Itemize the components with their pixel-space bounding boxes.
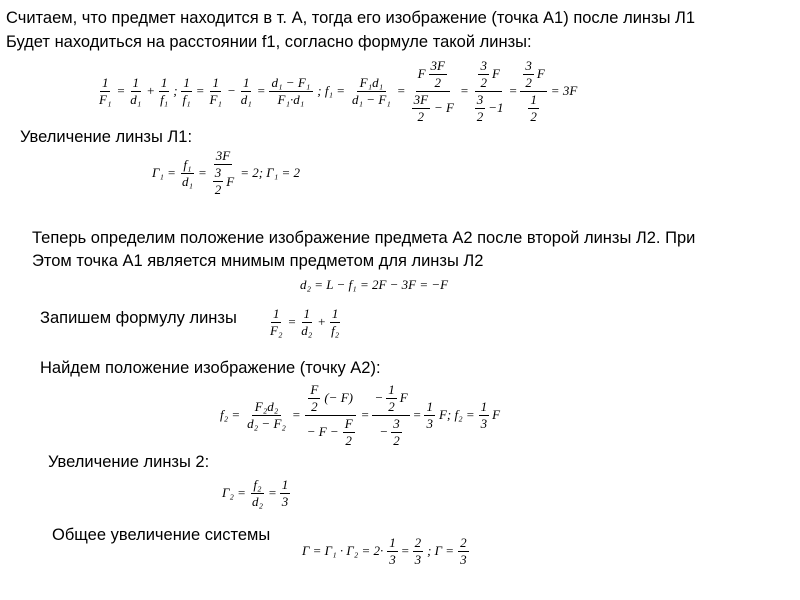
denominator bbox=[478, 75, 489, 91]
formula-term: 1 bbox=[426, 398, 433, 414]
numerator bbox=[478, 58, 489, 75]
denominator bbox=[433, 75, 444, 91]
formula-term: = bbox=[360, 407, 370, 422]
numerator bbox=[181, 75, 192, 92]
formula-term: 2 bbox=[525, 74, 532, 90]
formula-term: 2 bbox=[460, 534, 467, 550]
denominator bbox=[207, 92, 223, 108]
formula-term: 1 bbox=[212, 74, 219, 90]
formula-term: f₂ bbox=[331, 322, 340, 338]
formula-term: F₁·d₁ bbox=[277, 91, 305, 107]
formula-term: Γ₁ = bbox=[152, 165, 176, 180]
formula-term: = bbox=[287, 314, 297, 329]
formula-term: d₁ − F₁ bbox=[352, 91, 391, 107]
formula-term: + bbox=[146, 83, 156, 98]
formula-term: 1 bbox=[530, 91, 537, 107]
fraction bbox=[479, 399, 490, 432]
numerator bbox=[214, 148, 232, 165]
fraction bbox=[413, 535, 424, 568]
formula-term: 3 bbox=[414, 551, 422, 567]
formula-term: F₂ bbox=[270, 322, 283, 338]
denominator bbox=[239, 92, 254, 108]
formula-term: F bbox=[399, 390, 408, 405]
text-line-4: Этом точка А1 является мнимым предметом для линзы Л2 bbox=[32, 252, 484, 270]
formula-term: − bbox=[226, 83, 236, 98]
formula-term: 1 bbox=[242, 74, 250, 90]
formula-term: 3F bbox=[430, 57, 445, 73]
numerator bbox=[416, 58, 450, 92]
numerator bbox=[251, 477, 263, 494]
numerator bbox=[308, 382, 320, 399]
denominator bbox=[386, 399, 397, 415]
denominator bbox=[523, 75, 534, 91]
formula-f2 bbox=[218, 382, 501, 448]
formula-term: 1 bbox=[388, 381, 395, 397]
fraction bbox=[475, 92, 486, 125]
numerator bbox=[181, 157, 193, 174]
formula-term: d₂ = L − f₁ = 2F − 3F = −F bbox=[300, 277, 449, 292]
denominator bbox=[309, 399, 320, 415]
denominator bbox=[97, 92, 113, 108]
formula-term: d₁ − F₁ bbox=[271, 74, 311, 90]
denominator bbox=[181, 92, 193, 108]
denominator bbox=[250, 494, 265, 510]
fraction bbox=[250, 477, 265, 510]
formula-term: f₁ bbox=[182, 91, 191, 107]
formula-f1 bbox=[95, 57, 579, 124]
formula-term: 1 bbox=[303, 305, 311, 321]
formula-term: 3 bbox=[480, 415, 488, 431]
denominator bbox=[387, 552, 398, 568]
formula-term: d₂ − F₂ bbox=[247, 415, 286, 431]
denominator bbox=[158, 92, 170, 108]
numerator bbox=[210, 75, 221, 92]
fraction bbox=[409, 58, 457, 125]
formula-term: F bbox=[492, 407, 501, 422]
formula-term: F bbox=[536, 66, 545, 81]
numerator bbox=[412, 92, 430, 109]
numerator bbox=[302, 306, 313, 323]
formula-term: 1 bbox=[101, 74, 109, 90]
fraction bbox=[372, 382, 409, 449]
lens-formula-label: Запишем формулу линзы bbox=[40, 309, 237, 327]
formula-term: 2 bbox=[393, 432, 400, 448]
formula-term: f₁ bbox=[160, 91, 169, 107]
fraction bbox=[391, 416, 402, 449]
fraction bbox=[158, 75, 170, 108]
formula-term: 2 bbox=[345, 432, 352, 448]
formula-term: 2 bbox=[214, 182, 222, 197]
formula-term: − bbox=[374, 390, 384, 405]
formula-gamma2 bbox=[220, 474, 292, 512]
formula-term: 3F bbox=[413, 91, 429, 107]
formula-term: F₁ bbox=[99, 91, 112, 107]
numerator bbox=[131, 75, 142, 92]
numerator bbox=[391, 416, 402, 433]
formula-term: d₁ bbox=[240, 91, 252, 107]
formula-term: − F − bbox=[306, 424, 339, 439]
numerator bbox=[241, 75, 252, 92]
numerator bbox=[520, 58, 546, 92]
numerator bbox=[458, 535, 469, 552]
formula-term: ; f₁ = bbox=[317, 83, 346, 98]
formula-term: F bbox=[226, 173, 235, 189]
formula-term: 3 bbox=[426, 415, 433, 431]
formula-term: (− F) bbox=[324, 390, 353, 405]
formula-term: 3 bbox=[525, 57, 532, 73]
numerator bbox=[100, 75, 111, 92]
formula-term: = bbox=[195, 83, 205, 98]
formula-term: 1 bbox=[389, 534, 396, 550]
denominator bbox=[391, 433, 402, 449]
formula-term: f₁ bbox=[183, 156, 192, 172]
formula-term: 1 bbox=[160, 74, 168, 90]
numerator bbox=[429, 58, 447, 75]
formula-term: 3 bbox=[281, 493, 289, 509]
formula-term: Γ = Γ₁ · Γ₂ = 2· bbox=[302, 543, 384, 558]
formula-term: 2 bbox=[480, 74, 487, 90]
formula-term: = bbox=[396, 83, 406, 98]
formula-term: F₁d₁ bbox=[359, 74, 384, 90]
denominator bbox=[180, 174, 195, 190]
denominator bbox=[479, 416, 490, 432]
formula-term: 3 bbox=[389, 551, 396, 567]
fraction bbox=[213, 165, 224, 198]
fraction bbox=[299, 306, 314, 339]
numerator bbox=[386, 382, 397, 399]
formula-term: d₁ bbox=[181, 173, 193, 189]
denominator bbox=[525, 92, 542, 125]
fraction bbox=[478, 58, 489, 91]
denominator bbox=[280, 494, 291, 510]
denominator bbox=[275, 92, 308, 108]
numerator bbox=[424, 399, 435, 416]
formula-term: = bbox=[400, 543, 410, 558]
formula-term: 1 bbox=[331, 305, 339, 321]
formula-term: F₂d₂ bbox=[254, 398, 279, 414]
formula-term: = bbox=[267, 485, 277, 500]
denominator bbox=[213, 182, 224, 198]
formula-term: 3 bbox=[476, 91, 484, 107]
formula-d2 bbox=[298, 276, 450, 294]
fraction bbox=[210, 148, 236, 198]
numerator bbox=[252, 399, 281, 416]
fraction bbox=[280, 477, 291, 510]
formula-term: d₁ bbox=[130, 91, 142, 107]
denominator bbox=[349, 92, 394, 108]
formula-term: = bbox=[412, 407, 422, 422]
formula-gamma1 bbox=[150, 148, 302, 198]
fraction bbox=[520, 58, 546, 125]
formula-term: F bbox=[310, 381, 319, 397]
numerator bbox=[475, 92, 486, 109]
fraction bbox=[349, 75, 394, 108]
denominator bbox=[343, 433, 354, 449]
formula-term: = bbox=[197, 165, 207, 180]
numerator bbox=[387, 535, 398, 552]
numerator bbox=[413, 535, 424, 552]
formula-term: 1 bbox=[281, 476, 289, 492]
fraction bbox=[387, 535, 398, 568]
denominator bbox=[475, 109, 486, 125]
magnification-2-label: Увеличение линзы 2: bbox=[48, 453, 210, 471]
formula-term: 1 bbox=[183, 74, 190, 90]
numerator bbox=[475, 58, 501, 92]
numerator bbox=[479, 399, 490, 416]
denominator bbox=[413, 552, 424, 568]
fraction bbox=[128, 75, 143, 108]
formula-term: + bbox=[317, 314, 327, 329]
formula-term: = 3F bbox=[550, 83, 578, 98]
formula-term: F₁ bbox=[209, 91, 222, 107]
formula-lens2 bbox=[266, 302, 343, 342]
fraction bbox=[458, 535, 469, 568]
fraction bbox=[412, 92, 430, 125]
fraction bbox=[424, 399, 435, 432]
formula-term: = bbox=[256, 83, 266, 98]
fraction bbox=[269, 75, 314, 108]
fraction bbox=[528, 92, 539, 125]
numerator bbox=[330, 306, 341, 323]
formula-term: = 2; Γ₁ = 2 bbox=[240, 165, 300, 180]
formula-term: 3 bbox=[460, 551, 467, 567]
denominator bbox=[244, 416, 289, 432]
formula-term: d₂ bbox=[301, 322, 313, 338]
denominator bbox=[409, 92, 457, 125]
text-line-3: Теперь определим положение изображение предмета А2 после второй линзы Л2. При bbox=[32, 229, 696, 247]
denominator bbox=[377, 416, 404, 449]
numerator bbox=[372, 382, 409, 416]
intro-line-1: Считаем, что предмет находится в т. А, тогда его изображение (точка А1) после линзы Л1 bbox=[6, 9, 696, 27]
denominator bbox=[128, 92, 143, 108]
fraction bbox=[207, 75, 223, 108]
denominator bbox=[304, 416, 358, 449]
fraction bbox=[239, 75, 254, 108]
fraction bbox=[523, 58, 534, 91]
formula-term: f₂ bbox=[253, 476, 262, 492]
numerator bbox=[528, 92, 539, 109]
formula-term: 2 bbox=[530, 108, 537, 124]
fraction bbox=[429, 58, 447, 91]
numerator bbox=[213, 165, 224, 182]
numerator bbox=[523, 58, 534, 75]
formula-term: 1 bbox=[272, 305, 280, 321]
formula-term: d₂ bbox=[251, 493, 263, 509]
formula-term: = bbox=[291, 407, 301, 422]
formula-term: F; f₂ = bbox=[438, 407, 475, 422]
formula-term: = bbox=[116, 83, 126, 98]
fraction bbox=[472, 58, 506, 125]
formula-term: 2 bbox=[414, 534, 422, 550]
fraction bbox=[180, 157, 195, 190]
fraction bbox=[244, 399, 289, 432]
fraction bbox=[97, 75, 113, 108]
formula-term: − F bbox=[434, 100, 454, 115]
formula-term: f₂ = bbox=[220, 407, 241, 422]
fraction bbox=[268, 306, 284, 339]
formula-term: 3F bbox=[215, 148, 231, 163]
fraction bbox=[308, 382, 320, 415]
formula-term: 1 bbox=[480, 398, 488, 414]
formula-term: 2 bbox=[476, 108, 484, 124]
denominator bbox=[210, 165, 236, 198]
formula-term: 3 bbox=[393, 415, 400, 431]
numerator bbox=[280, 477, 291, 494]
denominator bbox=[329, 323, 341, 339]
denominator bbox=[458, 552, 469, 568]
numerator bbox=[271, 306, 282, 323]
formula-term: 2 bbox=[311, 398, 318, 414]
numerator bbox=[159, 75, 170, 92]
formula-gamma-total bbox=[300, 532, 471, 570]
denominator bbox=[268, 323, 284, 339]
formula-term: F bbox=[491, 66, 500, 81]
formula-term: 2 bbox=[417, 108, 425, 124]
denominator bbox=[472, 92, 506, 125]
fraction bbox=[329, 306, 341, 339]
total-magnification-label: Общее увеличение системы bbox=[52, 526, 271, 544]
find-position-label: Найдем положение изображение (точку А2): bbox=[40, 359, 381, 377]
formula-term: = bbox=[508, 83, 518, 98]
numerator bbox=[357, 75, 386, 92]
fraction bbox=[386, 382, 397, 415]
formula-term: = bbox=[460, 83, 469, 98]
denominator bbox=[416, 109, 427, 125]
formula-term: 2 bbox=[434, 74, 441, 90]
formula-term: 3 bbox=[214, 165, 222, 180]
formula-term: ; bbox=[173, 83, 178, 98]
intro-line-2: Будет находиться на расстоянии f1, согласно формуле такой линзы: bbox=[6, 33, 532, 51]
formula-term: − bbox=[379, 424, 389, 439]
formula-term: F bbox=[417, 66, 426, 81]
numerator bbox=[269, 75, 314, 92]
denominator bbox=[424, 416, 435, 432]
denominator bbox=[528, 109, 539, 125]
numerator bbox=[343, 416, 355, 433]
formula-term: 3 bbox=[480, 57, 487, 73]
formula-term: −1 bbox=[488, 100, 504, 115]
numerator bbox=[305, 382, 356, 416]
formula-term: 1 bbox=[132, 74, 140, 90]
formula-term: ; Γ = bbox=[427, 543, 455, 558]
fraction bbox=[304, 382, 358, 449]
formula-term: F bbox=[344, 415, 353, 431]
magnification-1-label: Увеличение линзы Л1: bbox=[20, 128, 193, 146]
denominator bbox=[299, 323, 314, 339]
fraction bbox=[181, 75, 193, 108]
fraction bbox=[343, 416, 355, 449]
formula-term: 2 bbox=[388, 398, 395, 414]
formula-term: Γ₂ = bbox=[222, 485, 246, 500]
